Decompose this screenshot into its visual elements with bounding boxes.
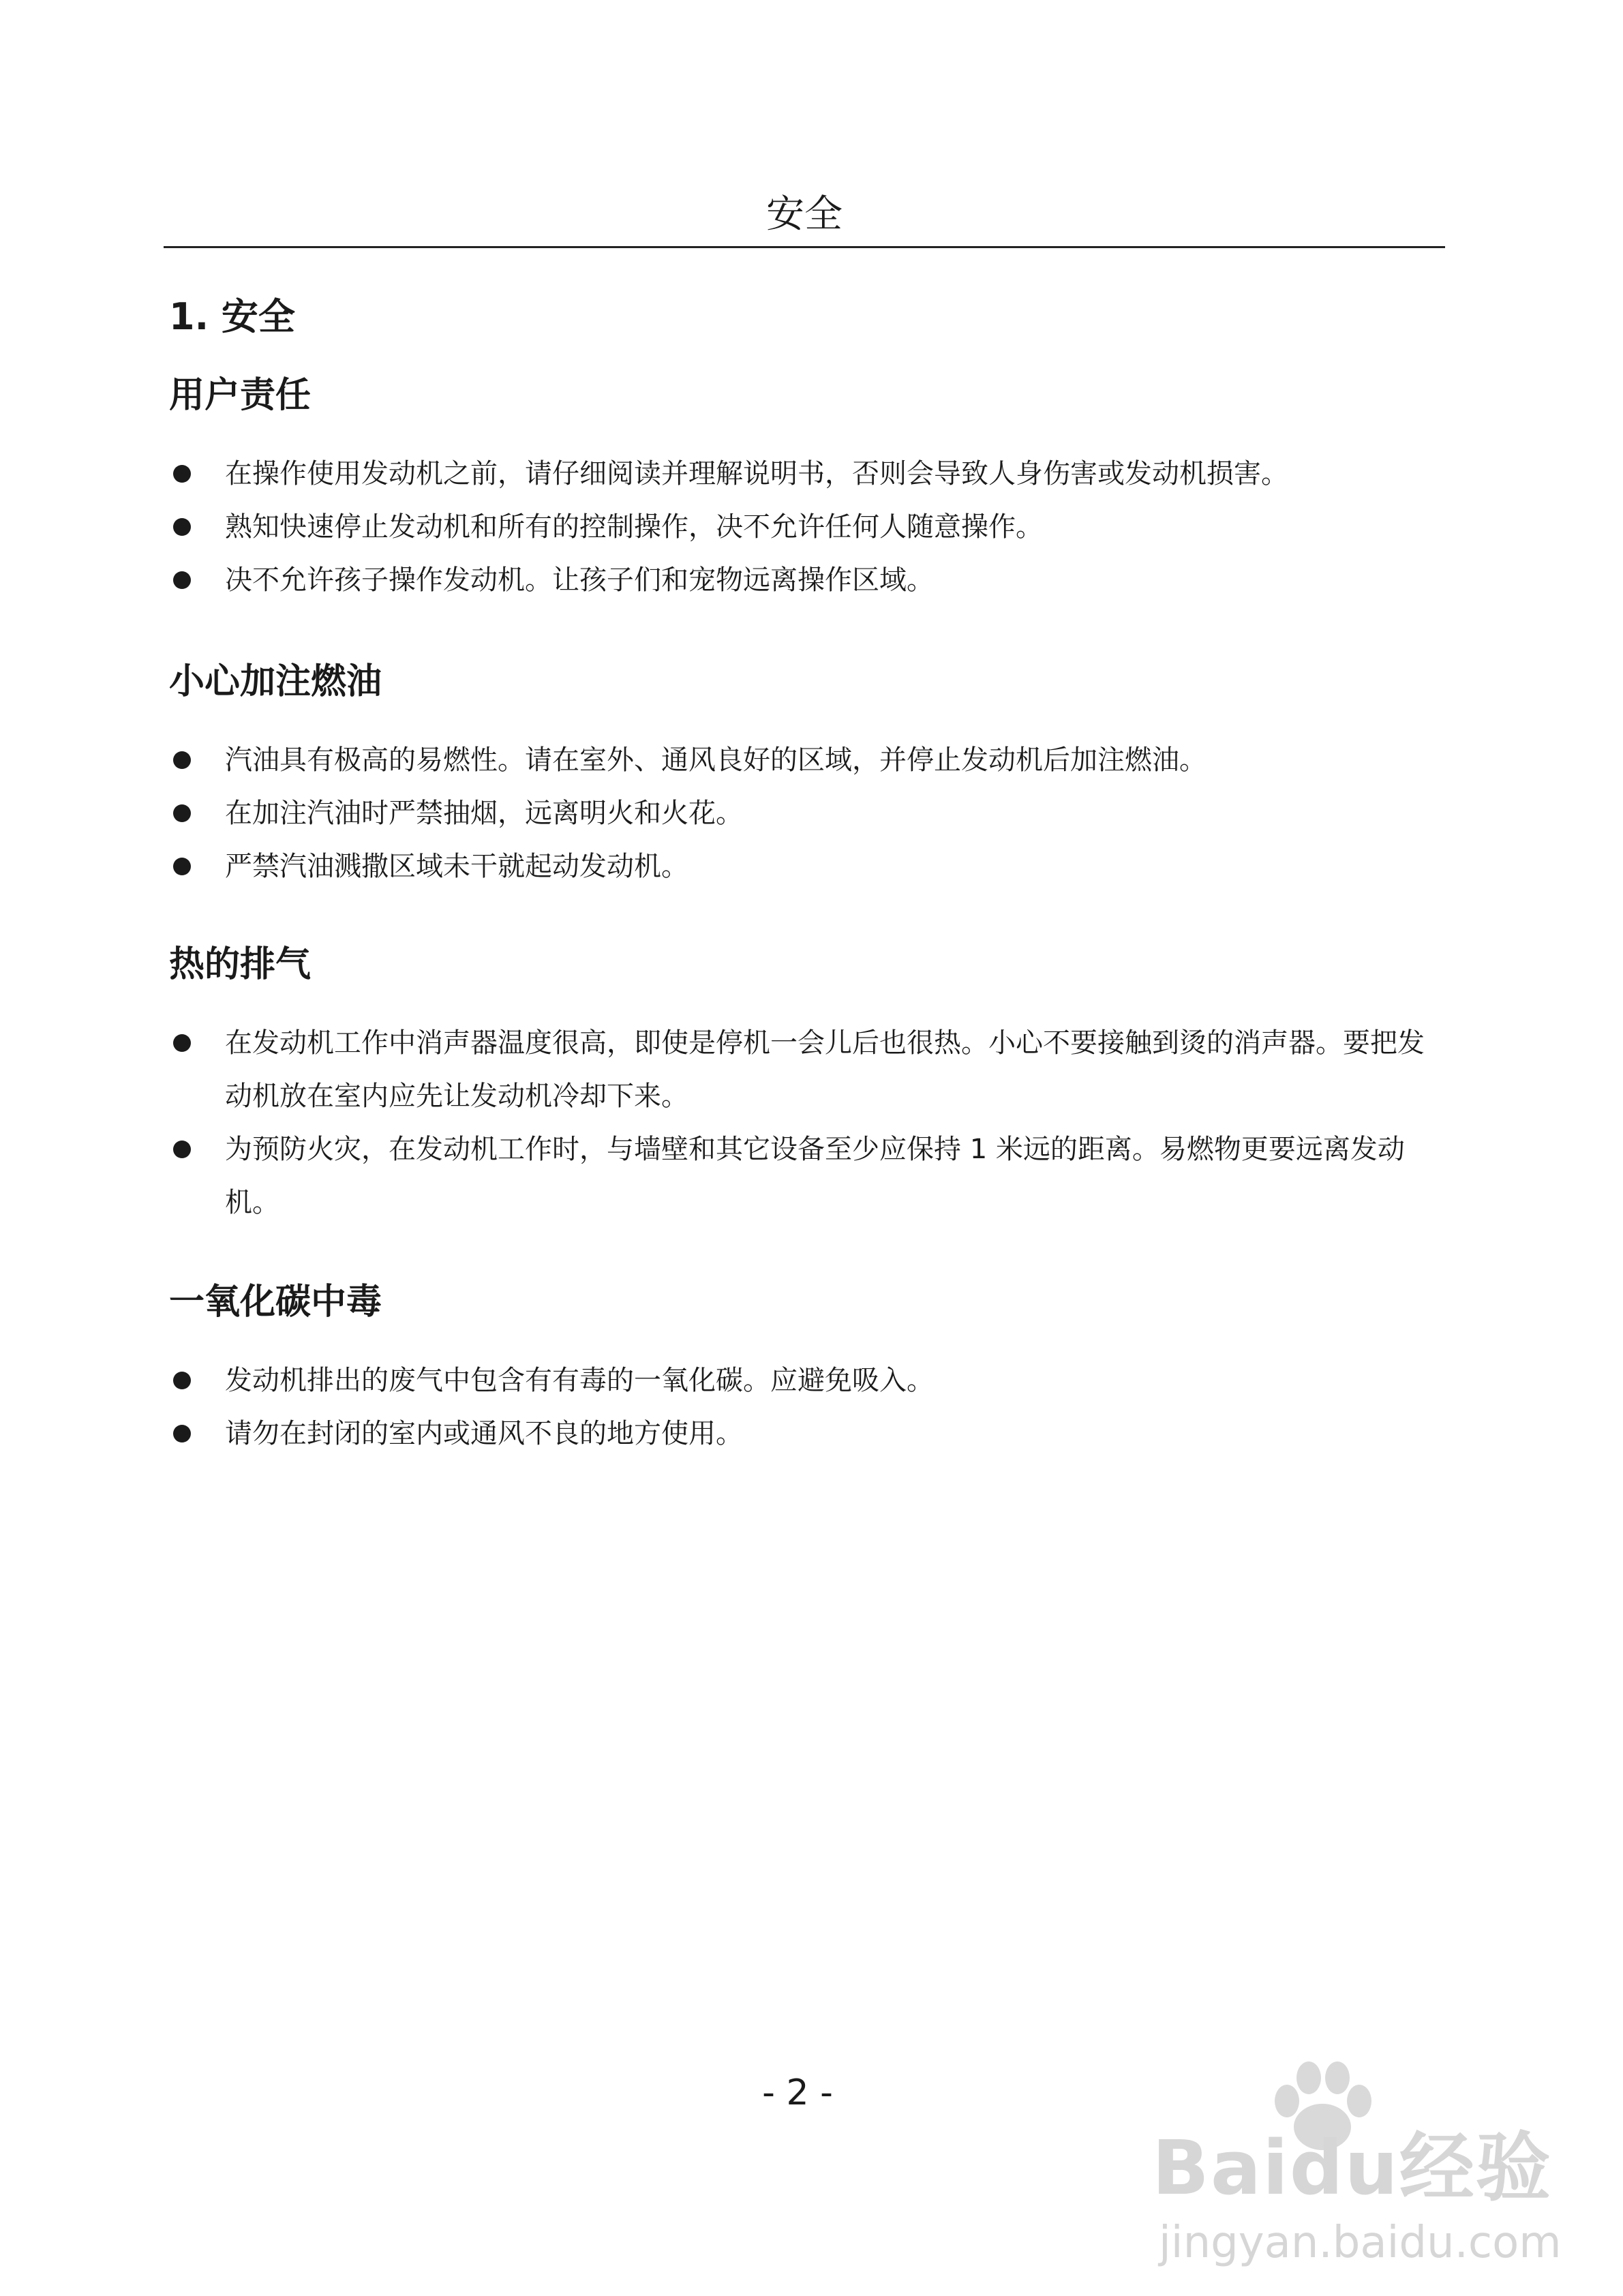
list-item-text: 在发动机工作中消声器温度很高，即使是停机一会儿后也很热。小心不要接触到烫的消声器。要把发动机放在室内应先让发动机冷却下来。 <box>225 1027 1425 1112</box>
list-item <box>169 1407 1451 1460</box>
section-hot-exhaust <box>169 937 1451 1229</box>
bullet-list <box>169 734 1451 893</box>
page-number: - 2 - <box>762 2072 833 2113</box>
list-item <box>169 734 1451 787</box>
list-item-text: 请勿在封闭的室内或通风不良的地方使用。 <box>225 1418 743 1449</box>
list-item-text: 发动机排出的废气中包含有有毒的一氧化碳。应避免吸入。 <box>225 1365 934 1396</box>
list-item <box>169 1016 1451 1123</box>
section-fuel-caution <box>169 654 1451 893</box>
list-item-text: 严禁汽油溅撒区域未干就起动发动机。 <box>225 851 688 882</box>
bullet-list <box>169 1354 1451 1460</box>
bullet-icon <box>173 1034 191 1052</box>
list-item-text: 决不允许孩子操作发动机。让孩子们和宠物远离操作区域。 <box>225 564 934 596</box>
bullet-icon <box>173 465 191 483</box>
list-item-text: 汽油具有极高的易燃性。请在室外、通风良好的区域，并停止发动机后加注燃油。 <box>225 744 1207 776</box>
chapter-title: 1. 安全 <box>169 295 295 338</box>
section-heading: 一氧化碳中毒 <box>169 1282 382 1323</box>
bullet-icon <box>173 858 191 875</box>
baidu-jingyan-watermark <box>1152 2059 1562 2268</box>
list-item <box>169 447 1451 500</box>
page-header-title: 安全 <box>766 192 843 237</box>
watermark-url: jingyan.baidu.com <box>1159 2218 1562 2268</box>
list-item-text: 为预防火灾，在发动机工作时，与墙壁和其它设备至少应保持 1 米远的距离。易燃物更要远离发动机。 <box>225 1134 1405 1218</box>
bullet-icon <box>173 804 191 822</box>
header-divider <box>164 246 1445 248</box>
list-item-text: 熟知快速停止发动机和所有的控制操作，决不允许任何人随意操作。 <box>225 511 1043 543</box>
list-item <box>169 1354 1451 1407</box>
section-user-responsibility <box>169 368 1451 607</box>
section-heading: 用户责任 <box>169 375 312 416</box>
bullet-icon <box>173 1141 191 1158</box>
section-co-poisoning <box>169 1275 1451 1460</box>
list-item <box>169 787 1451 840</box>
list-item <box>169 554 1451 607</box>
bullet-icon <box>173 751 191 769</box>
bullet-icon <box>173 1425 191 1442</box>
list-item-text: 在操作使用发动机之前，请仔细阅读并理解说明书，否则会导致人身伤害或发动机损害。 <box>225 458 1288 489</box>
list-item <box>169 1123 1451 1229</box>
section-heading: 小心加注燃油 <box>169 661 382 702</box>
list-item-text: 在加注汽油时严禁抽烟，远离明火和火花。 <box>225 798 743 829</box>
bullet-icon <box>173 518 191 536</box>
list-item <box>169 840 1451 893</box>
list-item <box>169 500 1451 554</box>
bullet-icon <box>173 571 191 589</box>
section-heading: 热的排气 <box>169 944 312 985</box>
watermark-brand: Baidu经验 <box>1152 2124 1552 2211</box>
bullet-icon <box>173 1372 191 1389</box>
bullet-list <box>169 447 1451 607</box>
bullet-list <box>169 1016 1451 1229</box>
